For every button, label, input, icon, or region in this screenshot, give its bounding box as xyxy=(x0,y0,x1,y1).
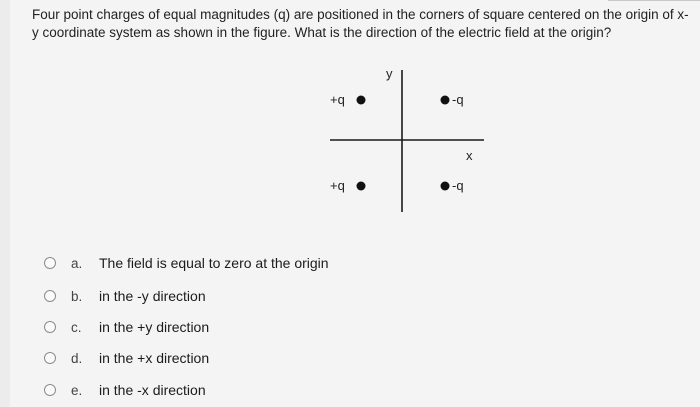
radio-button[interactable] xyxy=(44,384,56,396)
y-axis-label: y xyxy=(386,66,393,81)
charge-label-top-right: -q xyxy=(452,92,464,107)
option-d[interactable] xyxy=(40,347,440,369)
option-b[interactable] xyxy=(40,285,440,307)
option-c[interactable] xyxy=(40,316,440,338)
question-text: Four point charges of equal magnitudes (q) are positioned in the corners of square centered on the origin of x-y coordinate system as shown in the figure. What is the direction of the electric field at the origin? xyxy=(32,7,689,40)
charge-dot-bottom-right xyxy=(441,182,450,191)
charge-dot-top-left xyxy=(357,96,366,105)
option-text: in the +y direction xyxy=(99,319,210,335)
x-axis-label: x xyxy=(466,148,473,163)
question-card xyxy=(10,0,700,407)
option-letter: b. xyxy=(71,288,83,304)
charge-label-top-left: +q xyxy=(330,92,345,107)
option-text: in the -y direction xyxy=(99,288,206,304)
option-letter: c. xyxy=(71,319,82,335)
option-letter: e. xyxy=(71,382,83,398)
option-letter: a. xyxy=(71,255,83,271)
radio-button[interactable] xyxy=(44,352,56,364)
option-e[interactable] xyxy=(40,379,440,401)
radio-button[interactable] xyxy=(44,321,56,333)
option-letter: d. xyxy=(71,350,83,366)
charge-label-bottom-left: +q xyxy=(330,178,345,193)
option-a[interactable] xyxy=(40,252,440,274)
charge-label-bottom-right: -q xyxy=(452,178,464,193)
divider xyxy=(608,0,700,1)
charge-diagram xyxy=(310,60,510,220)
option-text: in the +x direction xyxy=(99,350,210,366)
charge-dot-top-right xyxy=(441,96,450,105)
option-text: The field is equal to zero at the origin xyxy=(99,255,329,271)
charge-dot-bottom-left xyxy=(357,182,366,191)
option-text: in the -x direction xyxy=(99,382,206,398)
radio-button[interactable] xyxy=(44,290,56,302)
radio-button[interactable] xyxy=(44,257,56,269)
charge-diagram-svg xyxy=(310,60,510,220)
